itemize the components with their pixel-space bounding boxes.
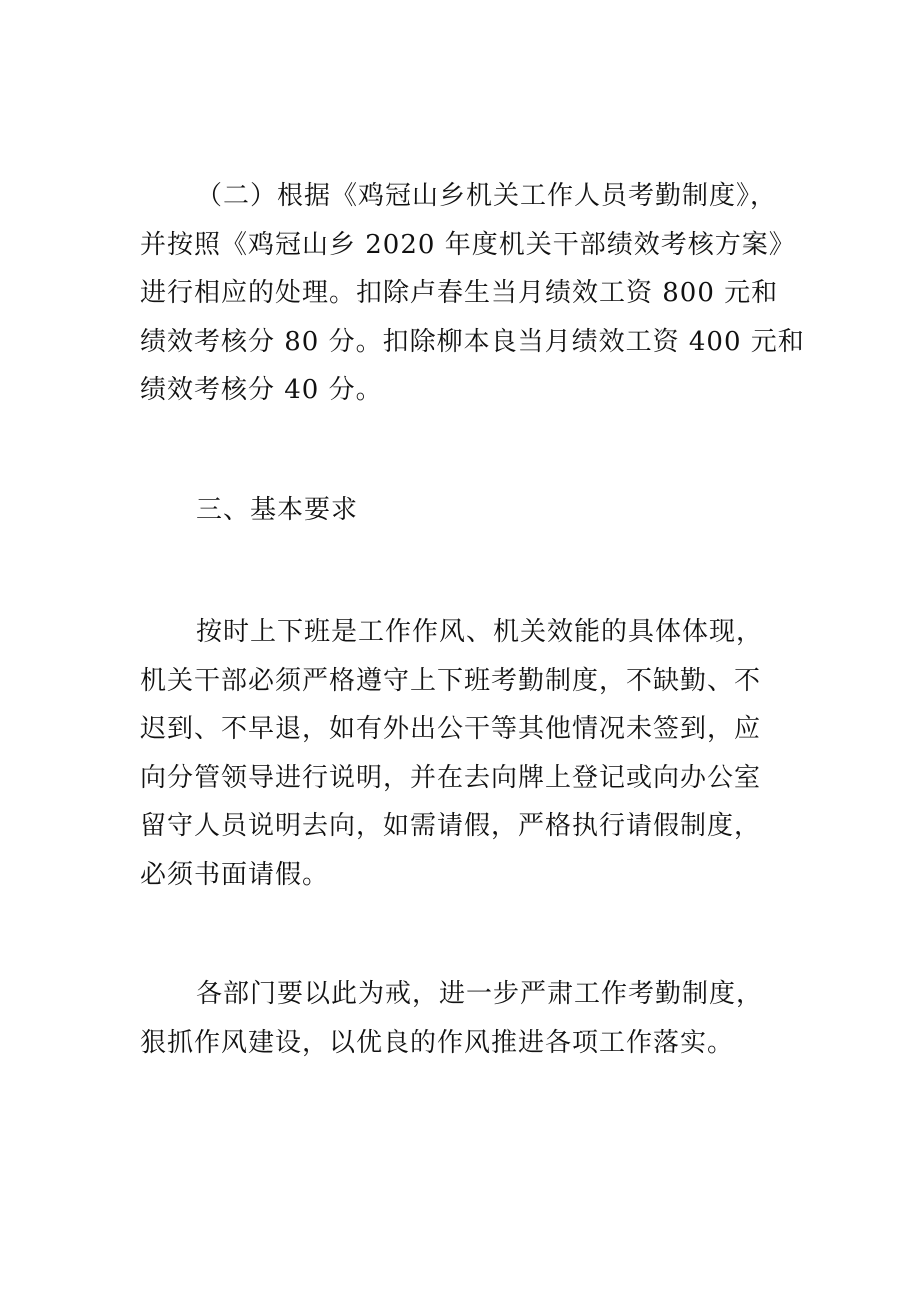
section-heading: 三、基本要求 xyxy=(196,495,359,525)
paragraph-line: 向分管领导进行说明，并在去向牌上登记或向办公室 xyxy=(140,762,762,793)
paragraph-line: （二）根据《鸡冠山乡机关工作人员考勤制度》， xyxy=(196,181,778,211)
paragraph-line: 并按照《鸡冠山乡 2020 年度机关干部绩效考核方案》 xyxy=(140,229,796,260)
paragraph-line: 狠抓作风建设，以优良的作风推进各项工作落实。 xyxy=(140,1027,735,1058)
paragraph-line: 各部门要以此为戒，进一步严肃工作考勤制度， xyxy=(196,979,764,1009)
paragraph-line: 进行相应的处理。扣除卢春生当月绩效工资 800 元和 xyxy=(140,278,779,308)
paragraph-line: 必须书面请假。 xyxy=(140,859,330,890)
paragraph-line: 机关干部必须严格遵守上下班考勤制度，不缺勤、不 xyxy=(140,665,762,696)
paragraph-penalties xyxy=(140,172,805,415)
paragraph-requirements xyxy=(140,608,790,899)
paragraph-line: 绩效考核分 40 分。 xyxy=(140,375,383,405)
paragraph-line: 留守人员说明去向，如需请假，严格执行请假制度， xyxy=(140,811,762,841)
paragraph-line: 按时上下班是工作作风、机关效能的具体体现， xyxy=(196,617,764,647)
paragraph-closing xyxy=(140,970,790,1067)
paragraph-line: 绩效考核分 80 分。扣除柳本良当月绩效工资 400 元和 xyxy=(140,326,805,357)
paragraph-line: 迟到、不早退，如有外出公干等其他情况未签到，应 xyxy=(140,714,762,744)
